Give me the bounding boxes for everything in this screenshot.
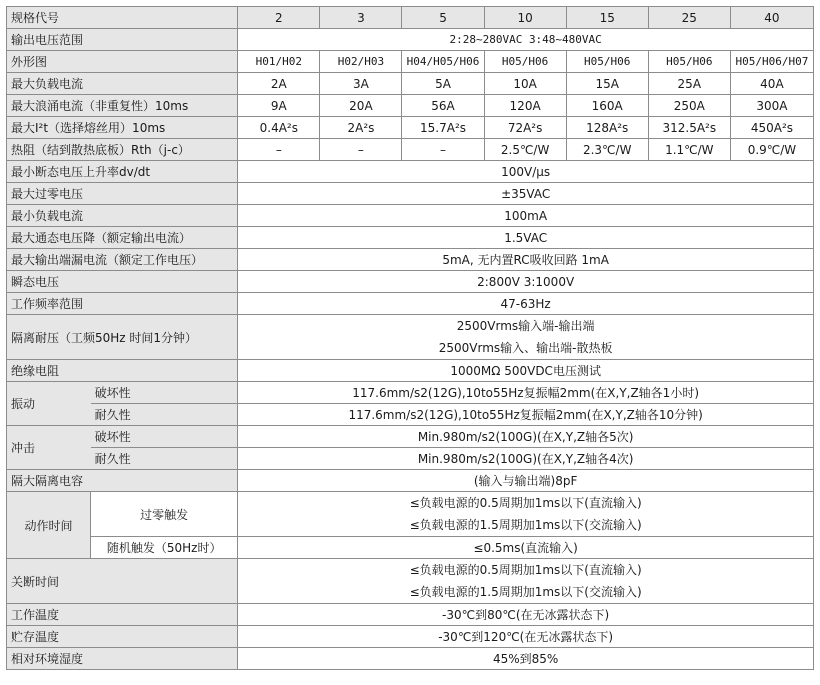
header-col: 5 [402, 7, 484, 29]
row-value: 100V/μs [238, 161, 814, 183]
row-value: 100mA [238, 205, 814, 227]
row-value: 45%到85% [238, 648, 814, 670]
cell: 72A²s [484, 117, 566, 139]
cell: 10A [484, 73, 566, 95]
cell: H02/H03 [320, 51, 402, 73]
row-label: 绝缘电阻 [7, 360, 238, 382]
table-row [7, 29, 814, 51]
table-row [7, 95, 814, 117]
row-label: 工作温度 [7, 604, 238, 626]
row-value: -30℃到120℃(在无冰露状态下) [238, 626, 814, 648]
cell: 20A [320, 95, 402, 117]
row-label: 振动 [7, 382, 91, 426]
row-value: ≤0.5ms(直流输入) [238, 537, 814, 559]
row-label: 外形图 [7, 51, 238, 73]
cell: 56A [402, 95, 484, 117]
cell: 2.3℃/W [566, 139, 648, 161]
row-value: 117.6mm/s2(12G),10to55Hz复振幅2mm(在X,Y,Z轴各1小时) [238, 382, 814, 404]
cell: H05/H06 [648, 51, 730, 73]
row-value: -30℃到80℃(在无冰露状态下) [238, 604, 814, 626]
cell: 312.5A²s [648, 117, 730, 139]
value-line: 2500Vrms输入、输出端-散热板 [438, 341, 613, 355]
header-row [7, 7, 814, 29]
header-col: 2 [238, 7, 320, 29]
row-label: 关断时间 [7, 559, 238, 604]
row-label: 最大输出端漏电流（额定工作电压） [7, 249, 238, 271]
cell: 15A [566, 73, 648, 95]
cell: 160A [566, 95, 648, 117]
row-value: Min.980m/s2(100G)(在X,Y,Z轴各4次) [238, 448, 814, 470]
header-col: 3 [320, 7, 402, 29]
table-row [7, 492, 814, 537]
value-line: ≤负载电源的1.5周期加1ms以下(交流输入) [409, 518, 642, 532]
cell: 15.7A²s [402, 117, 484, 139]
cell: 250A [648, 95, 730, 117]
header-label: 规格代号 [7, 7, 238, 29]
header-col: 40 [730, 7, 813, 29]
value-line: ≤负载电源的0.5周期加1ms以下(直流输入) [409, 563, 642, 577]
row-value: 2:800V 3:1000V [238, 271, 814, 293]
table-row [7, 559, 814, 604]
row-value: 5mA, 无内置RC吸收回路 1mA [238, 249, 814, 271]
table-row [7, 648, 814, 670]
row-label: 动作时间 [7, 492, 91, 559]
sub-label: 破坏性 [91, 426, 238, 448]
table-row [7, 470, 814, 492]
value-line: 2500Vrms输入端-输出端 [456, 319, 595, 333]
row-label: 隔大隔离电容 [7, 470, 238, 492]
row-label: 最大I²t（选择熔丝用）10ms [7, 117, 238, 139]
value-line: ≤负载电源的1.5周期加1ms以下(交流输入) [409, 585, 642, 599]
sub-label: 破坏性 [91, 382, 238, 404]
header-col: 15 [566, 7, 648, 29]
cell: 5A [402, 73, 484, 95]
table-row [7, 51, 814, 73]
table-row [7, 183, 814, 205]
sub-label: 随机触发（50Hz时） [91, 537, 238, 559]
cell: H05/H06 [566, 51, 648, 73]
row-label: 最大过零电压 [7, 183, 238, 205]
row-value [238, 315, 814, 360]
cell: 450A²s [730, 117, 813, 139]
table-row [7, 382, 814, 404]
row-value: Min.980m/s2(100G)(在X,Y,Z轴各5次) [238, 426, 814, 448]
table-row [7, 315, 814, 360]
cell: H05/H06 [484, 51, 566, 73]
table-row [7, 227, 814, 249]
cell: 40A [730, 73, 813, 95]
cell: H04/H05/H06 [402, 51, 484, 73]
row-label: 冲击 [7, 426, 91, 470]
cell: 25A [648, 73, 730, 95]
table-row [7, 448, 814, 470]
row-value: ±35VAC [238, 183, 814, 205]
table-row [7, 626, 814, 648]
sub-label: 耐久性 [91, 448, 238, 470]
row-value: (输入与输出端)8pF [238, 470, 814, 492]
cell: 120A [484, 95, 566, 117]
table-row [7, 293, 814, 315]
row-label: 最小断态电压上升率dv/dt [7, 161, 238, 183]
row-label: 最小负载电流 [7, 205, 238, 227]
cell: 3A [320, 73, 402, 95]
sub-label: 耐久性 [91, 404, 238, 426]
row-label: 输出电压范围 [7, 29, 238, 51]
row-label: 工作频率范围 [7, 293, 238, 315]
header-col: 10 [484, 7, 566, 29]
table-row [7, 161, 814, 183]
cell: 300A [730, 95, 813, 117]
header-col: 25 [648, 7, 730, 29]
table-row [7, 249, 814, 271]
row-label: 贮存温度 [7, 626, 238, 648]
cell: 1.1℃/W [648, 139, 730, 161]
cell: – [402, 139, 484, 161]
cell: 2A²s [320, 117, 402, 139]
row-label: 隔离耐压（工频50Hz 时间1分钟） [7, 315, 238, 360]
cell: – [238, 139, 320, 161]
table-row [7, 360, 814, 382]
cell: 2.5℃/W [484, 139, 566, 161]
row-value: 2:28~280VAC 3:48~480VAC [238, 29, 814, 51]
sub-label: 过零触发 [91, 492, 238, 537]
row-label: 最大浪涌电流（非重复性）10ms [7, 95, 238, 117]
table-row [7, 604, 814, 626]
cell: 128A²s [566, 117, 648, 139]
table-row [7, 205, 814, 227]
table-row [7, 117, 814, 139]
table-row [7, 404, 814, 426]
cell: – [320, 139, 402, 161]
cell: 9A [238, 95, 320, 117]
cell: 2A [238, 73, 320, 95]
table-row [7, 139, 814, 161]
table-row [7, 426, 814, 448]
row-label: 最大负载电流 [7, 73, 238, 95]
cell: H01/H02 [238, 51, 320, 73]
spec-table [6, 6, 814, 670]
table-row [7, 537, 814, 559]
value-line: ≤负载电源的0.5周期加1ms以下(直流输入) [409, 496, 642, 510]
row-label: 热阻（结到散热底板）Rth（j-c） [7, 139, 238, 161]
table-row [7, 73, 814, 95]
cell: H05/H06/H07 [730, 51, 813, 73]
row-value: 1000MΩ 500VDC电压测试 [238, 360, 814, 382]
row-label: 瞬态电压 [7, 271, 238, 293]
row-value: 47-63Hz [238, 293, 814, 315]
cell: 0.9℃/W [730, 139, 813, 161]
row-value [238, 492, 814, 537]
cell: 0.4A²s [238, 117, 320, 139]
row-label: 相对环境湿度 [7, 648, 238, 670]
row-value [238, 559, 814, 604]
row-label: 最大通态电压降（额定输出电流） [7, 227, 238, 249]
row-value: 117.6mm/s2(12G),10to55Hz复振幅2mm(在X,Y,Z轴各10分钟) [238, 404, 814, 426]
table-row [7, 271, 814, 293]
row-value: 1.5VAC [238, 227, 814, 249]
